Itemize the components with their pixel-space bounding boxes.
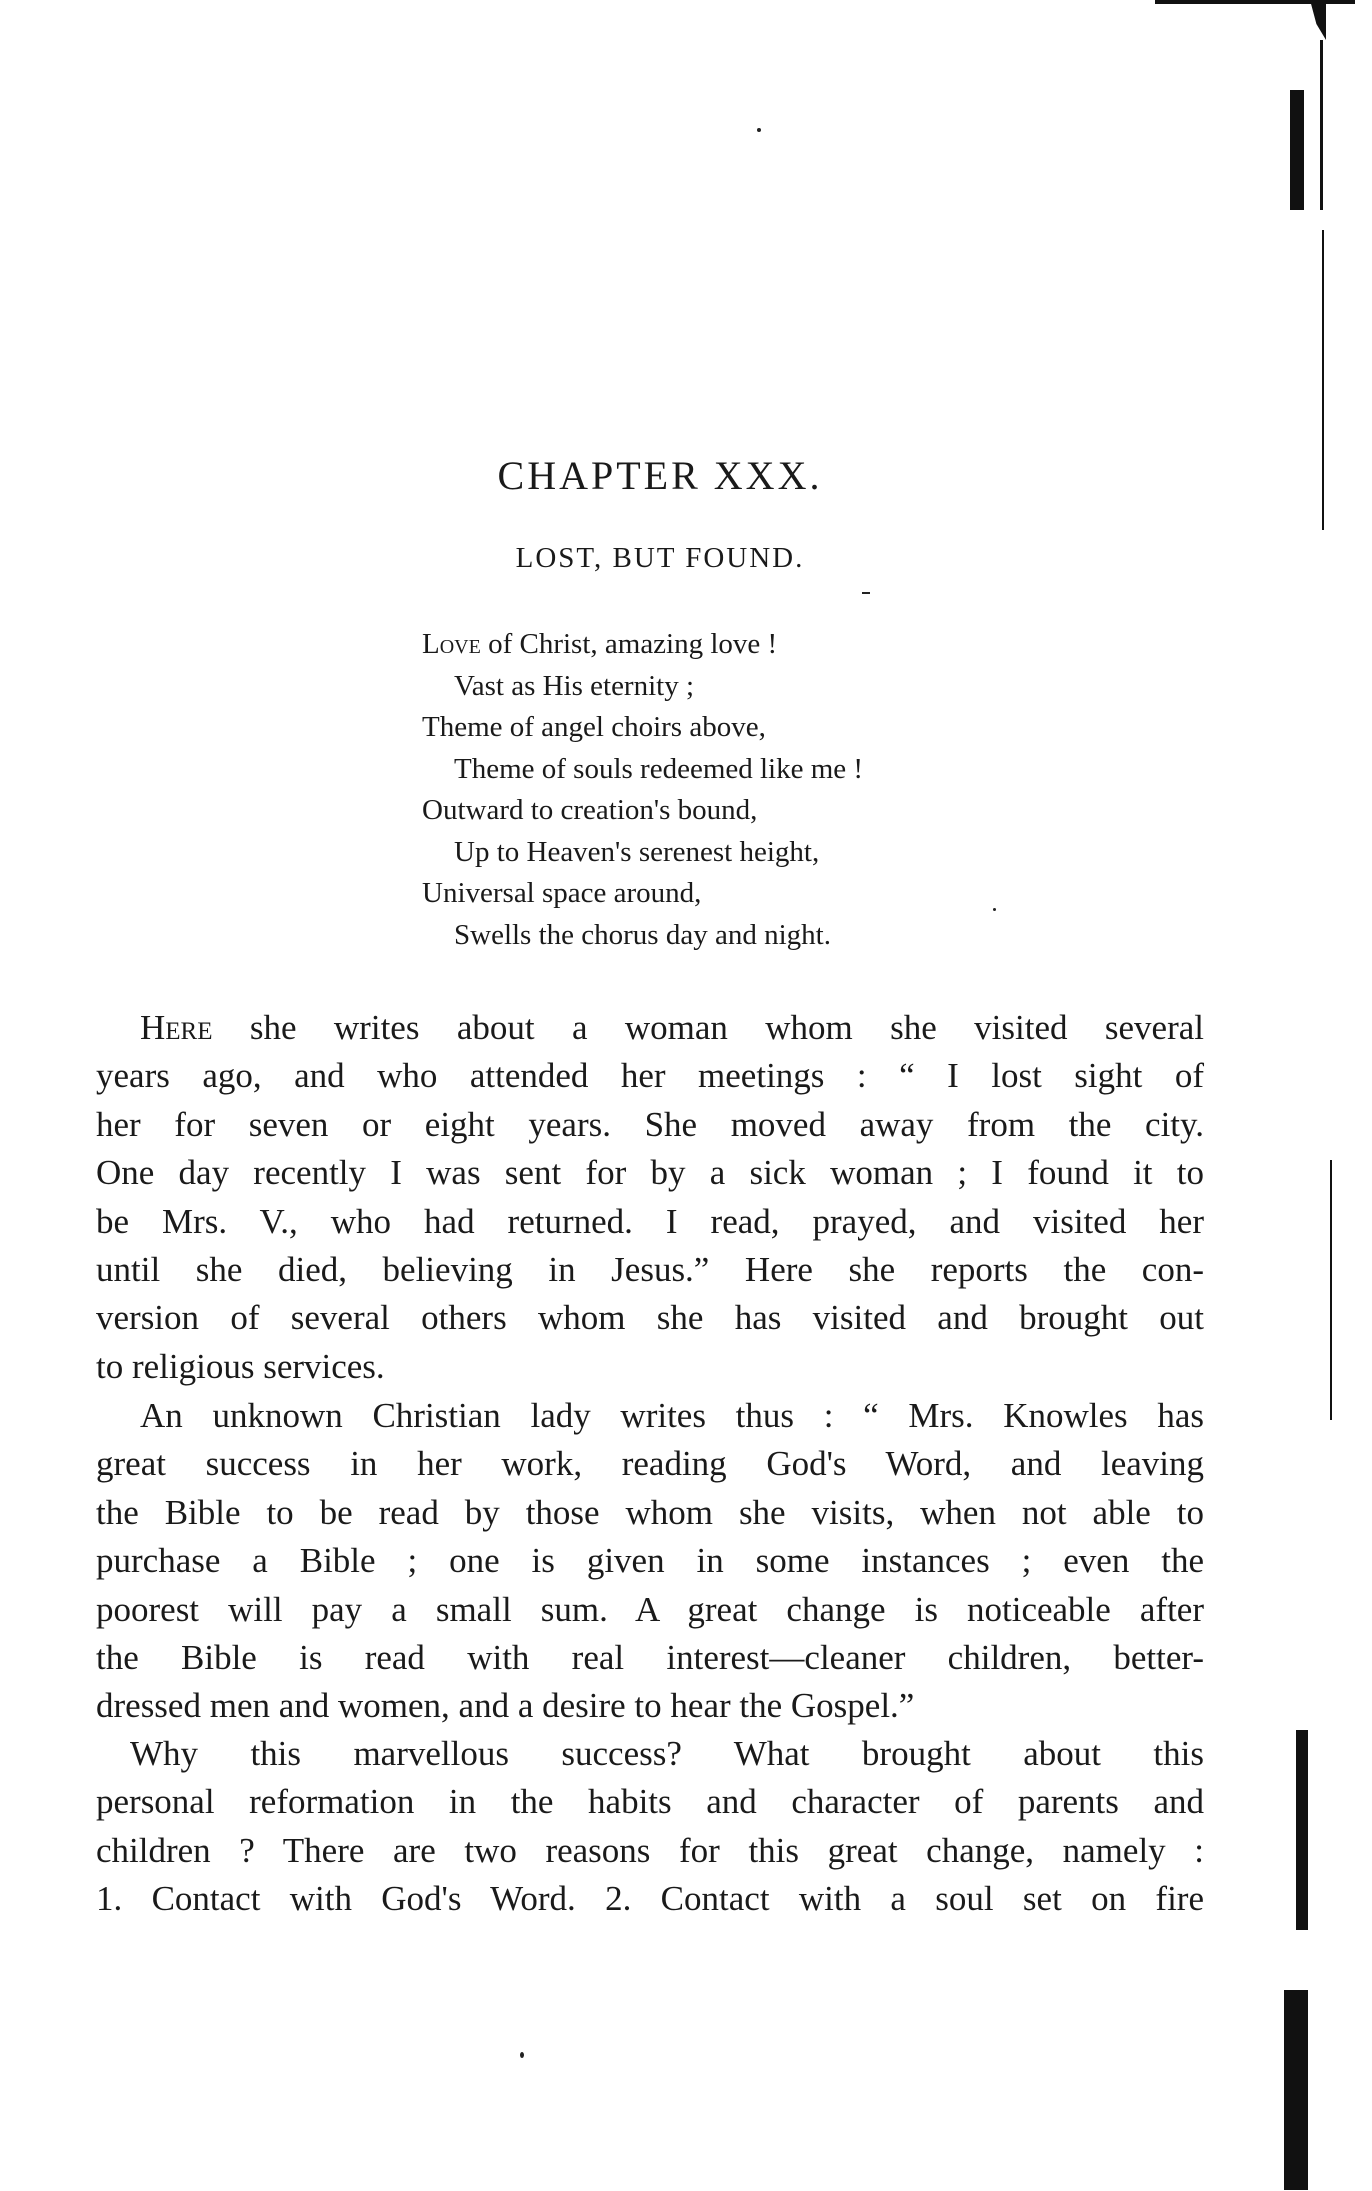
scan-edge-line-right <box>1322 230 1324 530</box>
speck-top <box>757 128 761 132</box>
poem-line: Theme of angel choirs above, <box>422 711 766 743</box>
text-line-content: she writes about a woman whom she visited several <box>212 1008 1204 1047</box>
paragraph-2 <box>96 1392 1204 1731</box>
paragraph-first-word: Here <box>140 1008 213 1047</box>
paragraph-1 <box>96 1004 1204 1391</box>
text-line: great success in her work, reading God's Word, and leaving <box>96 1444 1204 1484</box>
text-line: her for seven or eight years. She moved away from the city. <box>96 1104 1204 1144</box>
epigraph-poem <box>422 624 863 956</box>
poem-line <box>422 624 863 666</box>
paragraph-3 <box>96 1730 1204 1924</box>
poem-line: Outward to creation's bound, <box>422 794 758 826</box>
text-line: to religious services. <box>96 1346 385 1386</box>
scan-edge-bar-bottom <box>1284 1990 1308 2190</box>
scan-edge-bar-upper-thin <box>1320 40 1323 210</box>
text-line: An unknown Christian lady writes thus : “ Mrs. Knowles has <box>140 1396 1204 1435</box>
text-line: 1. Contact with God's Word. 2. Contact with a soul set on fire <box>96 1879 1204 1919</box>
chapter-title: CHAPTER XXX. <box>497 453 823 498</box>
text-line <box>96 1004 1204 1052</box>
text-line: the Bible to be read by those whom she visits, when not able to <box>96 1492 1204 1532</box>
chapter-subtitle: LOST, BUT FOUND. <box>515 542 805 574</box>
text-line: purchase a Bible ; one is given in some instances ; even the <box>96 1541 1204 1581</box>
text-line: poorest will pay a small sum. A great change is noticeable after <box>96 1589 1204 1629</box>
text-line: years ago, and who attended her meetings : “ I lost sight of <box>96 1056 1204 1096</box>
speck-subtitle <box>862 592 870 594</box>
text-line: personal reformation in the habits and character of parents and <box>96 1782 1204 1822</box>
poem-first-line-rest: of Christ, amazing love ! <box>480 628 778 660</box>
scan-edge-bar-upper <box>1290 90 1304 210</box>
poem-line: Theme of souls redeemed like me ! <box>454 752 864 785</box>
text-line: dressed men and women, and a desire to hear the Gospel.” <box>96 1686 915 1726</box>
text-line: until she died, believing in Jesus.” Here she reports the con- <box>96 1250 1204 1290</box>
scan-edge-line-mid <box>1330 1160 1332 1420</box>
scan-edge-bar-lower <box>1296 1730 1308 1930</box>
text-line: the Bible is read with real interest—cleaner children, better- <box>96 1638 1204 1678</box>
poem-line: Up to Heaven's serenest height, <box>454 835 820 868</box>
text-line: children ? There are two reasons for this great change, namely : <box>96 1830 1204 1870</box>
poem-line: Vast as His eternity ; <box>454 669 695 702</box>
poem-line: Swells the chorus day and night. <box>454 918 831 951</box>
text-line: version of several others whom she has visited and brought out <box>96 1298 1204 1338</box>
text-line: One day recently I was sent for by a sick woman ; I found it to <box>96 1153 1204 1193</box>
scan-edge-hook <box>1310 0 1326 40</box>
text-line: Why this marvellous success? What brought about this <box>130 1734 1204 1773</box>
text-line: be Mrs. V., who had returned. I read, prayed, and visited her <box>96 1201 1204 1241</box>
poem-first-word: Love <box>422 628 481 660</box>
poem-line: Universal space around, <box>422 877 702 909</box>
speck-bottom <box>520 2052 524 2058</box>
speck-poem <box>993 908 996 911</box>
